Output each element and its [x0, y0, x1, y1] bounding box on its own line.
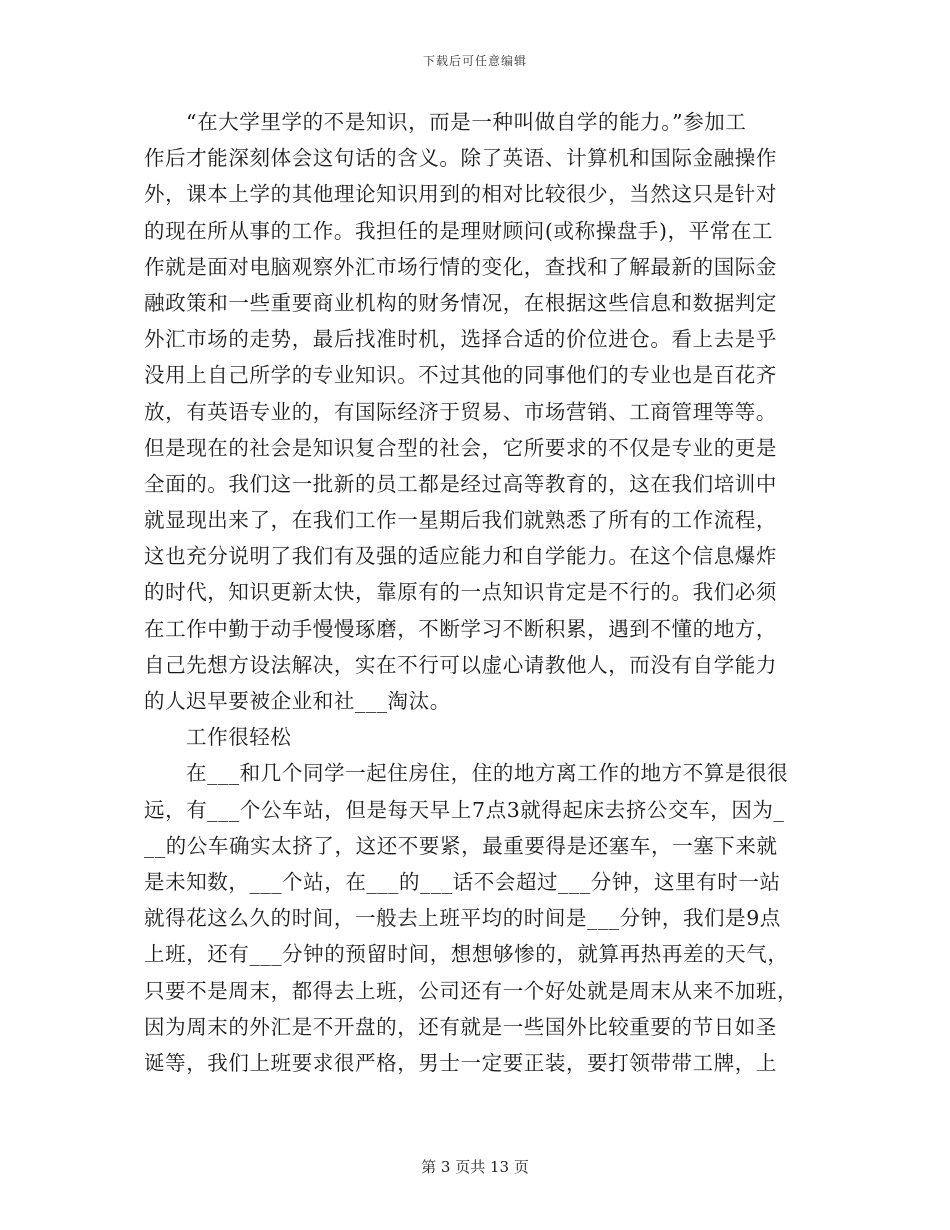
page-header: 下载后可任意编辑 [422, 54, 527, 68]
text-line: 作后才能深刻体会这句话的含义。除了英语、计算机和国际金融操作 [144, 146, 777, 171]
text-line: __的公车确实太挤了，这还不要紧，最重要得是还塞车，一塞下来就 [144, 833, 778, 858]
page-footer: 第 3 页共 13 页 [421, 1158, 529, 1176]
text-line: 因为周末的外汇是不开盘的，还有就是一些国外比较重要的节日如圣 [144, 1014, 777, 1039]
text-line: 作就是面对电脑观察外汇市场行情的变化，查找和了解最新的国际金 [144, 254, 777, 279]
text-line: 诞等，我们上班要求很严格，男士一定要正装，要打领带带工牌，上 [144, 1050, 777, 1075]
text-line: 外汇市场的走势，最后找准时机，选择合适的价位进仓。看上去是乎 [144, 327, 777, 352]
text-line: 但是现在的社会是知识复合型的社会，它所要求的不仅是专业的更是 [144, 435, 777, 460]
text-line: 上班，还有___分钟的预留时间，想想够惨的，就算再热再差的天气， [144, 942, 789, 967]
text-line: 没用上自己所学的专业知识。不过其他的同事他们的专业也是百花齐 [144, 363, 777, 388]
text-line: 只要不是周末，都得去上班，公司还有一个好处就是周末从来不加班， [144, 978, 799, 1003]
text-line: 是未知数，___个站，在___的___话不会超过___分钟，这里有时一站 [144, 869, 781, 894]
text-line: 的时代，知识更新太快，靠原有的一点知识肯定是不行的。我们必须 [144, 580, 777, 605]
text-line: 外，课本上学的其他理论知识用到的相对比较很少，当然这只是针对 [144, 182, 777, 207]
text-line: 放，有英语专业的，有国际经济于贸易、市场营销、工商管理等等。 [144, 399, 777, 424]
text-line: 远，有___个公车站，但是每天早上7点3就得起床去挤公交车，因为_ [144, 797, 785, 822]
text-line: 在___和几个同学一起住房住，住的地方离工作的地方不算是很很 [186, 761, 789, 786]
document-body [144, 104, 804, 1081]
text-line: 的现在所从事的工作。我担任的是理财顾问(或称操盘手)，平常在工 [144, 218, 774, 243]
section-heading: 工作很轻松 [186, 725, 292, 750]
text-line: 融政策和一些重要商业机构的财务情况，在根据这些信息和数据判定 [144, 290, 777, 315]
text-line: 在工作中勤于动手慢慢琢磨，不断学习不断积累，遇到不懂的地方， [144, 616, 777, 641]
text-line: “在大学里学的不是知识，而是一种叫做自学的能力。”参加工 [186, 110, 747, 134]
text-line: 就显现出来了，在我们工作一星期后我们就熟悉了所有的工作流程， [144, 508, 777, 533]
text-line: 全面的。我们这一批新的员工都是经过高等教育的，这在我们培训中 [144, 471, 777, 496]
text-line: 这也充分说明了我们有及强的适应能力和自学能力。在这个信息爆炸 [144, 544, 777, 569]
text-line: 自己先想方设法解决，实在不行可以虚心请教他人，而没有自学能力 [144, 652, 777, 677]
text-line: 就得花这么久的时间，一般去上班平均的时间是___分钟，我们是9点 [144, 906, 781, 931]
text-line: 的人迟早要被企业和社___淘汰。 [144, 689, 451, 713]
